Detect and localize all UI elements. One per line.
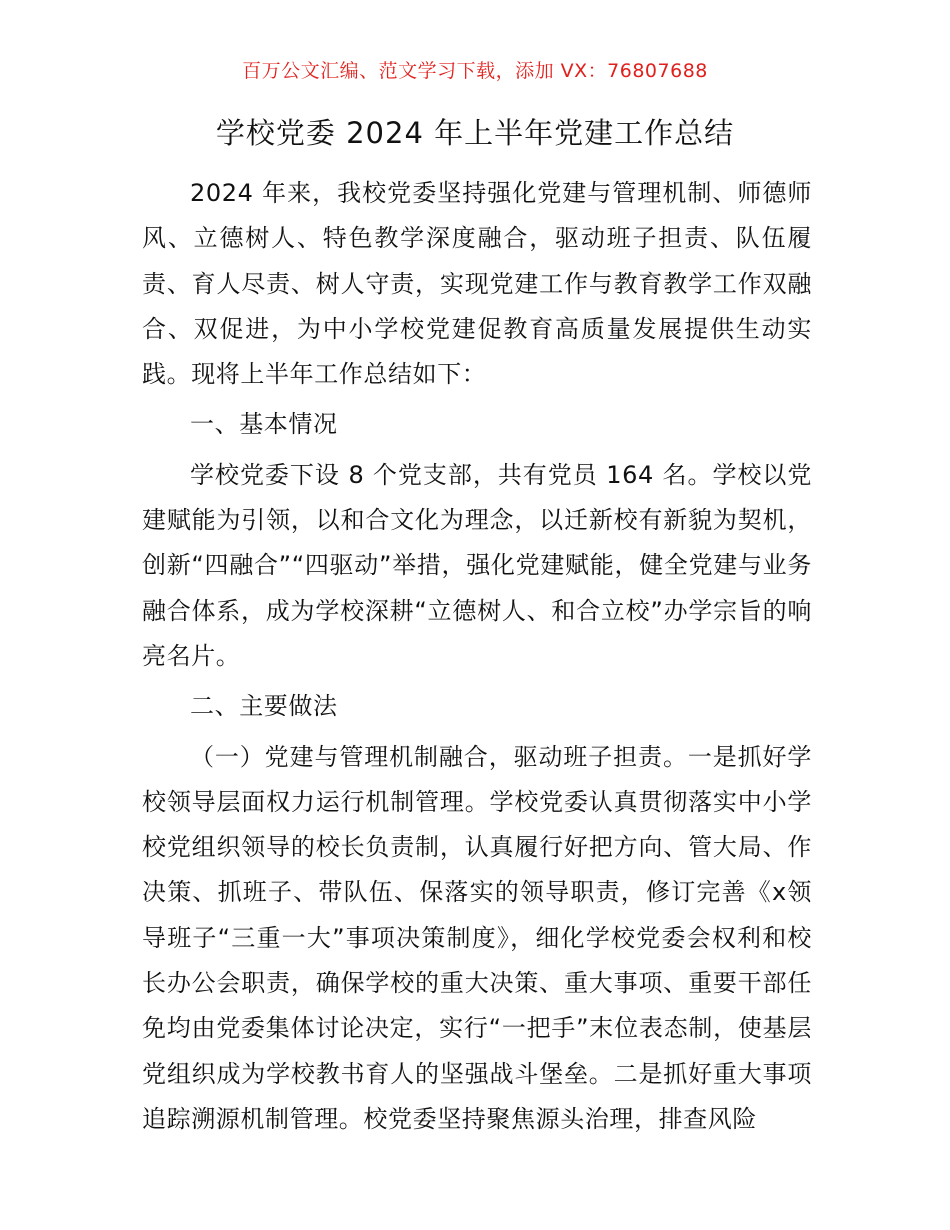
intro-paragraph: 2024 年来，我校党委坚持强化党建与管理机制、师德师风、立德树人、特色教学深度融合，驱动班子担责、队伍履责、育人尽责、树人守责，实现党建工作与教育教学工作双融合、双促进，为中小学校党建促教育高质量发展提供生动实践。现将上半年工作总结如下： [142,179,812,389]
practice-paragraph-1: （一）党建与管理机制融合，驱动班子担责。一是抓好学校领导层面权力运行机制管理。学校党委认真贯彻落实中小学校党组织领导的校长负责制，认真履行好把方向、管大局、作决策、抓班子、带队伍、保落实的领导职责，修订完善《x领导班子“三重一大”事项决策制度》，细化学校党委会权利和校长办公会职责，确保学校的重大决策、重大事项、重要干部任免均由党委集体讨论决定，实行“一把手”末位表态制，使基层党组织成为学校教书育人的坚强战斗堡垒。二是抓好重大事项追踪溯源机制管理。校党委坚持聚焦源头治理，排查风险 [142,742,812,1133]
watermark-contact: 百万公文汇编、范文学习下载，添加 VX：76807688 [242,60,708,82]
section-heading-practices: 二、主要做法 [190,692,338,721]
page-title: 学校党委 2024 年上半年党建工作总结 [215,116,735,150]
document-body [142,171,812,1142]
section-heading-basic: 一、基本情况 [190,410,338,439]
basic-situation-paragraph: 学校党委下设 8 个党支部，共有党员 164 名。学校以党建赋能为引领，以和合文化为理念，以迁新校有新貌为契机，创新“四融合”“四驱动”举措，强化党建赋能，健全党建与业务融合体系，成为学校深耕“立德树人、和合立校”办学宗旨的响亮名片。 [142,460,812,670]
